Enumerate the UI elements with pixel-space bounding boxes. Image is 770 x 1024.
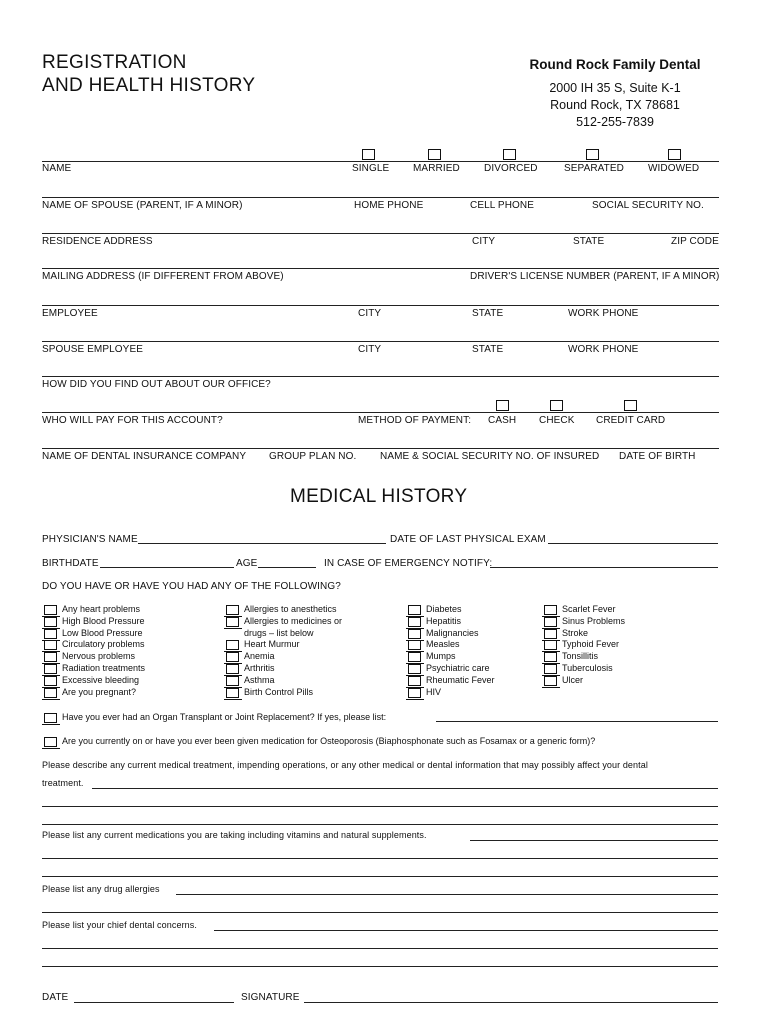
- widowed-label: WIDOWED: [648, 163, 700, 174]
- condition-item[interactable]: Typhoid Fever: [542, 639, 625, 651]
- dental-concerns-field-2[interactable]: [42, 948, 718, 949]
- date-of-birth-label: DATE OF BIRTH: [619, 451, 696, 462]
- date-field[interactable]: [74, 1002, 234, 1003]
- condition-item[interactable]: Tonsillitis: [542, 651, 625, 663]
- conditions-column-2: [224, 604, 342, 698]
- condition-checkbox[interactable]: [44, 664, 57, 674]
- separated-label: SEPARATED: [564, 163, 624, 174]
- home-phone-label: HOME PHONE: [354, 200, 424, 211]
- drug-allergies-label: Please list any drug allergies: [42, 884, 160, 894]
- birthdate-field[interactable]: [100, 567, 234, 568]
- clinic-phone: 512-255-7839: [576, 115, 654, 129]
- emergency-label: IN CASE OF EMERGENCY NOTIFY:: [324, 558, 493, 569]
- condition-item[interactable]: Any heart problems: [42, 604, 145, 616]
- condition-item[interactable]: Anemia: [224, 651, 342, 663]
- state-label: STATE: [573, 236, 605, 247]
- employee-line[interactable]: [42, 305, 719, 306]
- condition-item[interactable]: Measles: [406, 639, 495, 651]
- osteoporosis-question: Are you currently on or have you ever been given medication for Osteoporosis (Biaphosphonate such as Fosamax or a generic form)?: [62, 736, 596, 746]
- condition-item[interactable]: Asthma: [224, 675, 342, 687]
- condition-checkbox[interactable]: [408, 629, 421, 639]
- condition-item[interactable]: Diabetes: [406, 604, 495, 616]
- clinic-name: Round Rock Family Dental: [529, 57, 701, 72]
- medical-history-title: MEDICAL HISTORY: [290, 486, 468, 507]
- medications-field-3[interactable]: [42, 876, 718, 877]
- payment-method-label: METHOD OF PAYMENT:: [358, 415, 472, 426]
- condition-checkbox[interactable]: [226, 640, 239, 650]
- last-exam-field[interactable]: [548, 543, 718, 544]
- single-label: SINGLE: [352, 163, 390, 174]
- condition-item[interactable]: Nervous problems: [42, 651, 145, 663]
- condition-item[interactable]: Low Blood Pressure: [42, 628, 145, 640]
- condition-checkbox[interactable]: [226, 688, 239, 698]
- drug-allergies-field-1[interactable]: [176, 894, 718, 895]
- conditions-question: DO YOU HAVE OR HAVE YOU HAD ANY OF THE FOLLOWING?: [42, 581, 341, 592]
- dental-concerns-field-3[interactable]: [42, 966, 718, 967]
- condition-checkbox[interactable]: [408, 605, 421, 615]
- condition-checkbox[interactable]: [44, 676, 57, 686]
- condition-checkbox[interactable]: [408, 676, 421, 686]
- mailing-label: MAILING ADDRESS (IF DIFFERENT FROM ABOVE): [42, 271, 284, 282]
- form-title-line1: REGISTRATION: [42, 52, 187, 73]
- condition-item[interactable]: Mumps: [406, 651, 495, 663]
- cell-phone-label: CELL PHONE: [470, 200, 534, 211]
- medications-label: Please list any current medications you are taking including vitamins and natural supplements.: [42, 830, 427, 840]
- condition-checkbox[interactable]: [544, 629, 557, 639]
- condition-checkbox[interactable]: [44, 688, 57, 698]
- dental-concerns-field-1[interactable]: [214, 930, 718, 931]
- condition-item[interactable]: Allergies to medicines or: [224, 616, 342, 628]
- condition-item[interactable]: Stroke: [542, 628, 625, 640]
- condition-checkbox[interactable]: [544, 676, 557, 686]
- transplant-checkbox[interactable]: [44, 713, 57, 723]
- signature-label: SIGNATURE: [241, 992, 300, 1003]
- condition-item[interactable]: Malignancies: [406, 628, 495, 640]
- osteoporosis-item[interactable]: [42, 736, 595, 748]
- widowed-checkbox[interactable]: [668, 149, 681, 160]
- emergency-field[interactable]: [490, 567, 718, 568]
- condition-item[interactable]: HIV: [406, 687, 495, 699]
- condition-checkbox[interactable]: [408, 664, 421, 674]
- condition-checkbox[interactable]: [44, 652, 57, 662]
- clinic-address-line1: 2000 IH 35 S, Suite K-1: [549, 81, 681, 95]
- employee-state-label: STATE: [472, 308, 504, 319]
- dental-concerns-label: Please list your chief dental concerns.: [42, 920, 197, 930]
- name-line[interactable]: [42, 161, 719, 162]
- condition-checkbox[interactable]: [226, 676, 239, 686]
- find-out-label: HOW DID YOU FIND OUT ABOUT OUR OFFICE?: [42, 379, 271, 390]
- married-checkbox[interactable]: [428, 149, 441, 160]
- transplant-item[interactable]: [42, 712, 386, 724]
- credit-card-checkbox[interactable]: [624, 400, 637, 411]
- condition-item[interactable]: High Blood Pressure: [42, 616, 145, 628]
- condition-item[interactable]: Sinus Problems: [542, 616, 625, 628]
- physician-label: PHYSICIAN'S NAME: [42, 534, 138, 545]
- age-label: AGE: [236, 558, 258, 569]
- cash-label: CASH: [488, 415, 517, 426]
- condition-checkbox[interactable]: [544, 664, 557, 674]
- who-pays-label: WHO WILL PAY FOR THIS ACCOUNT?: [42, 415, 223, 426]
- insurance-company-label: NAME OF DENTAL INSURANCE COMPANY: [42, 451, 247, 462]
- spouse-employee-label: SPOUSE EMPLOYEE: [42, 344, 143, 355]
- condition-checkbox[interactable]: [44, 640, 57, 650]
- find-out-line[interactable]: [42, 376, 719, 377]
- condition-checkbox[interactable]: [408, 640, 421, 650]
- condition-item[interactable]: Heart Murmur: [224, 639, 342, 651]
- date-label: DATE: [42, 992, 69, 1003]
- name-label: NAME: [42, 163, 72, 174]
- spouse-line[interactable]: [42, 197, 719, 198]
- medications-field-1[interactable]: [470, 840, 718, 841]
- condition-checkbox[interactable]: [226, 617, 239, 627]
- divorced-label: DIVORCED: [484, 163, 538, 174]
- check-label: CHECK: [539, 415, 575, 426]
- group-plan-label: GROUP PLAN NO.: [269, 451, 357, 462]
- work-phone-label: WORK PHONE: [568, 308, 639, 319]
- mailing-line[interactable]: [42, 268, 719, 269]
- condition-item-continued: drugs – list below: [244, 627, 314, 638]
- check-checkbox[interactable]: [550, 400, 563, 411]
- spouse-city-label: CITY: [358, 344, 382, 355]
- condition-checkbox[interactable]: [544, 640, 557, 650]
- transplant-question: Have you ever had an Organ Transplant or Joint Replacement? If yes, please list:: [62, 712, 387, 722]
- signature-field[interactable]: [304, 1002, 718, 1003]
- residence-label: RESIDENCE ADDRESS: [42, 236, 153, 247]
- condition-item[interactable]: Are you pregnant?: [42, 687, 145, 699]
- age-field[interactable]: [258, 567, 316, 568]
- transplant-field[interactable]: [436, 721, 718, 722]
- employee-city-label: CITY: [358, 308, 382, 319]
- treatment-field-1[interactable]: [92, 788, 718, 789]
- conditions-column-3: [406, 604, 495, 698]
- residence-line[interactable]: [42, 233, 719, 234]
- condition-item[interactable]: Radiation treatments: [42, 663, 145, 675]
- condition-checkbox[interactable]: [226, 605, 239, 615]
- conditions-column-1: [42, 604, 145, 698]
- single-checkbox[interactable]: [362, 149, 375, 160]
- condition-item[interactable]: Psychiatric care: [406, 663, 495, 675]
- zip-label: ZIP CODE: [671, 236, 719, 247]
- spouse-employee-line[interactable]: [42, 341, 719, 342]
- divorced-checkbox[interactable]: [503, 149, 516, 160]
- treatment-field-3[interactable]: [42, 824, 718, 825]
- osteoporosis-checkbox[interactable]: [44, 737, 57, 747]
- birthdate-label: BIRTHDATE: [42, 558, 99, 569]
- condition-item[interactable]: Rheumatic Fever: [406, 675, 495, 687]
- separated-checkbox[interactable]: [586, 149, 599, 160]
- insurance-line[interactable]: [42, 448, 719, 449]
- spouse-work-phone-label: WORK PHONE: [568, 344, 639, 355]
- describe-treatment-line2: treatment.: [42, 778, 84, 788]
- osteoporosis-row: [42, 736, 595, 748]
- condition-checkbox[interactable]: [44, 629, 57, 639]
- physician-field[interactable]: [138, 543, 386, 544]
- condition-checkbox[interactable]: [544, 652, 557, 662]
- condition-checkbox[interactable]: [544, 605, 557, 615]
- conditions-column-4: [542, 604, 625, 687]
- who-pays-line[interactable]: [42, 412, 719, 413]
- city-label: CITY: [472, 236, 496, 247]
- spouse-state-label: STATE: [472, 344, 504, 355]
- condition-item[interactable]: Scarlet Fever: [542, 604, 625, 616]
- spouse-name-label: NAME OF SPOUSE (PARENT, IF A MINOR): [42, 200, 243, 211]
- medications-field-2[interactable]: [42, 858, 718, 859]
- condition-item[interactable]: Excessive bleeding: [42, 675, 145, 687]
- condition-checkbox[interactable]: [544, 617, 557, 627]
- condition-checkbox[interactable]: [44, 605, 57, 615]
- employee-label: EMPLOYEE: [42, 308, 98, 319]
- condition-checkbox[interactable]: [408, 688, 421, 698]
- condition-item[interactable]: Arthritis: [224, 663, 342, 675]
- condition-checkbox[interactable]: [408, 617, 421, 627]
- describe-treatment-line1: Please describe any current medical treatment, impending operations, or any other medical or dental information that may possibly affect your dental: [42, 760, 648, 770]
- transplant-row: [42, 712, 386, 724]
- condition-item[interactable]: Allergies to anesthetics: [224, 604, 342, 616]
- condition-item[interactable]: Ulcer: [542, 675, 625, 687]
- condition-checkbox[interactable]: [408, 652, 421, 662]
- condition-checkbox[interactable]: [226, 664, 239, 674]
- treatment-field-2[interactable]: [42, 806, 718, 807]
- insured-label: NAME & SOCIAL SECURITY NO. OF INSURED: [380, 451, 600, 462]
- condition-checkbox[interactable]: [226, 652, 239, 662]
- condition-item[interactable]: Circulatory problems: [42, 639, 145, 651]
- ssn-label: SOCIAL SECURITY NO.: [592, 200, 704, 211]
- last-exam-label: DATE OF LAST PHYSICAL EXAM: [390, 534, 546, 545]
- married-label: MARRIED: [413, 163, 460, 174]
- clinic-address-line2: Round Rock, TX 78681: [550, 98, 680, 112]
- drivers-license-label: DRIVER'S LICENSE NUMBER (PARENT, IF A MINOR): [470, 271, 720, 282]
- form-title-line2: AND HEALTH HISTORY: [42, 75, 256, 96]
- drug-allergies-field-2[interactable]: [42, 912, 718, 913]
- credit-card-label: CREDIT CARD: [596, 415, 666, 426]
- condition-item[interactable]: Hepatitis: [406, 616, 495, 628]
- condition-item[interactable]: Tuberculosis: [542, 663, 625, 675]
- condition-item[interactable]: Birth Control Pills: [224, 687, 342, 699]
- condition-checkbox[interactable]: [44, 617, 57, 627]
- cash-checkbox[interactable]: [496, 400, 509, 411]
